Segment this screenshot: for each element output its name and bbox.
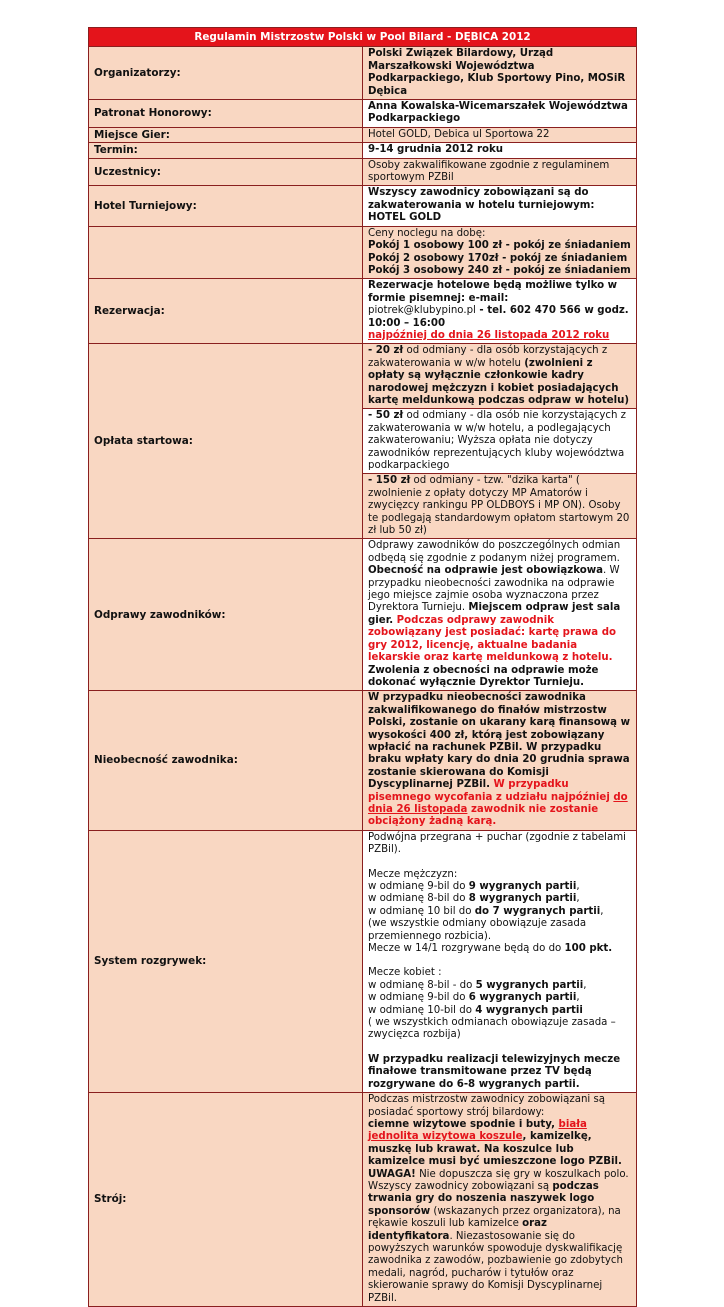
system-men-2: w odmianę 8-bil do 8 wygranych partii, [368, 893, 580, 905]
system-tv: W przypadku realizacji telewizyjnych mecze finałowe transmitowane przez TV będą rozgrywane do 6-8 wygranych partii. [368, 1053, 621, 1090]
label-oplata: Opłata startowa: [89, 344, 363, 539]
label-uczestnicy: Uczestnicy: [89, 158, 363, 186]
row-oplata-a [89, 344, 637, 409]
system-women-heading: Mecze kobiet : [368, 967, 442, 979]
rezerwacja-line-1: Rezerwacje hotelowe będą możliwe tylko w formie pisemnej: e-mail: [368, 280, 618, 304]
rezerwacja-deadline: najpóźniej do dnia 26 listopada 2012 roku [368, 329, 610, 341]
label-system: System rozgrywek: [89, 830, 363, 1092]
row-uczestnicy [89, 158, 637, 186]
system-men-5 [368, 943, 631, 955]
value-rezerwacja [363, 279, 637, 344]
oplata-c-text: od odmiany - tzw. "dzika karta" ( zwolnienie z opłaty dotyczy MP Amatorów i zwycięzcy rankingu PP OLDBOYS i MP ON). Osoby te podlegają standardowym opłatom startowym 20 zł lub 50 zł) [368, 475, 630, 537]
label-hotel: Hotel Turniejowy: [89, 186, 363, 226]
row-miejsce [89, 127, 637, 142]
system-women-4: ( we wszystkich odmianach obowiązuje zasada – zwycięzca rozbija) [368, 1017, 616, 1041]
value-patronat: Anna Kowalska-Wicemarszałek Województwa Podkarpackiego [363, 100, 637, 128]
stroj-t8: (wskazanych przez organizatora), na rękawie koszuli lub kamizelce [368, 1205, 621, 1230]
value-termin: 9-14 grudnia 2012 roku [363, 143, 637, 158]
oplata-c-amount: - 150 zł [368, 475, 411, 487]
stroj-t1: Podczas mistrzostw zawodnicy zobowiązani są posiadać sportowy strój bilardowy: [368, 1094, 606, 1118]
odprawy-t1: Odprawy zawodników do poszczególnych odmian odbędą się zgodnie z podanym niżej programem. [368, 540, 621, 564]
system-intro: Podwójna przegrana + puchar (zgodnie z tabelami PZBil). [368, 831, 627, 856]
system-men-4: (we wszystkie odmiany obowiązuje zasada przemiennego rozbicia). [368, 918, 587, 942]
label-ceny-empty [89, 226, 363, 279]
value-ceny [363, 226, 637, 279]
system-women-1-text: w odmianę 8-bil - do [368, 979, 476, 991]
nieobecnosc-t3: do dnia 26 listopada [368, 791, 628, 815]
system-men-3-value: do 7 wygranych partii [474, 905, 601, 917]
stroj-t4: , kamizelkę, muszkę lub krawat. Na koszulce lub kamizelce musi być umieszczone logo PZBil. [368, 1131, 622, 1168]
system-women-3-value: 4 wygranych partii [475, 1004, 583, 1016]
value-miejsce: Hotel GOLD, Debica ul Sportowa 22 [363, 127, 637, 142]
system-men-1-value: 9 wygranych partii [468, 881, 577, 892]
oplata-a-text: od odmiany - dla osób korzystających z zakwaterowania w w/w hotelu [368, 345, 608, 369]
stroj-t9: oraz identyfikatora [368, 1218, 547, 1242]
value-oplata-a [363, 344, 637, 409]
odprawy-t2: Obecność na odprawie jest obowiązkowa [368, 565, 603, 577]
system-men-heading: Mecze mężczyzn: [368, 868, 458, 880]
system-men-2-text: w odmianę 8-bil do [368, 893, 469, 905]
label-miejsce: Miejsce Gier: [89, 127, 363, 142]
row-patronat [89, 100, 637, 128]
value-organizatorzy: Polski Związek Bilardowy, Urząd Marszałkowski Województwa Podkarpackiego, Klub Sportowy Pino, MOSiR Dębica [363, 47, 637, 100]
stroj-t7: podczas trwania gry do noszenia naszywek logo sponsorów [368, 1180, 599, 1217]
system-men-1: w odmianę 9-bil do 9 wygranych partii, [368, 881, 580, 892]
value-hotel: Wszyscy zawodnicy zobowiązani są do zakwaterowania w hotelu turniejowym: HOTEL GOLD [363, 186, 637, 226]
system-women-2-text: w odmianę 9-bil do [368, 992, 469, 1004]
system-women-2-value: 6 wygranych partii [468, 992, 577, 1004]
label-stroj: Strój: [89, 1093, 363, 1307]
odprawy-t6: Zwolenia z obecności na odprawie może dokonać wyłącznie Dyrektor Turnieju. [368, 664, 599, 688]
row-rezerwacja [89, 279, 637, 344]
value-uczestnicy: Osoby zakwalifikowane zgodnie z regulaminem sportowym PZBil [363, 158, 637, 186]
ceny-intro: Ceny noclegu na dobę: [368, 227, 486, 239]
value-oplata-b [363, 409, 637, 474]
stroj-t5: UWAGA! [368, 1168, 416, 1180]
system-women-3 [368, 1005, 631, 1017]
label-odprawy: Odprawy zawodników: [89, 539, 363, 691]
system-women-2: w odmianę 9-bil do 6 wygranych partii, [368, 992, 580, 1004]
system-men-2-value: 8 wygranych partii [468, 893, 577, 905]
label-patronat: Patronat Honorowy: [89, 100, 363, 128]
oplata-b-text: od odmiany - dla osób nie korzystających z zakwaterowania w w/w hotelu, a podlegających zakwaterowaniu; Wyższa opłata nie dotyczy zawodników reprezentujących kluby województwa podkarpackiego [368, 410, 627, 471]
label-rezerwacja: Rezerwacja: [89, 279, 363, 344]
nieobecnosc-t2: W przypadku pisemnego wycofania z udziału najpóźniej [368, 779, 614, 803]
row-odprawy [89, 539, 637, 691]
row-termin [89, 143, 637, 158]
rezerwacja-tel: - tel. 602 470 566 w godz. 10:00 – 16:00 [368, 305, 629, 329]
title-row [89, 28, 637, 47]
oplata-a-amount: - 20 zł [368, 345, 404, 357]
row-ceny [89, 226, 637, 279]
regulations-table [88, 27, 637, 1307]
system-men-5-value: 100 pkt. [564, 943, 613, 955]
nieobecnosc-t4: zawodnik nie zostanie obciążony żadną karą. [368, 803, 599, 828]
document-title: Regulamin Mistrzostw Polski w Pool Bilard - DĘBICA 2012 [89, 28, 637, 47]
stroj-t3: biała jednolita wizytowa koszule [368, 1118, 587, 1143]
nieobecnosc-t1: W przypadku nieobecności zawodnika zakwalifikowanego do finałów mistrzostw Polski, zostanie on ukarany karą finansową w wysokości 400 zł, którą jest zobowiązany wpłacić na rachunek PZBil. W przypadku braku wpłaty kary do dnia 20 grudnia sprawa zostanie skierowana do Komisji Dyscyplinarnej PZBil. [368, 692, 631, 791]
label-termin: Termin: [89, 143, 363, 158]
system-men-1-text: w odmianę 9-bil do [368, 881, 469, 892]
odprawy-t3: . W przypadku nieobecności zawodnika na odprawie jego miejsce zajmie osoba wyznaczona przez Dyrektora Turnieju. [368, 565, 620, 614]
row-system [89, 830, 637, 1092]
stroj-t10: . Niezastosowanie się do powyższych warunków spowoduje dyskwalifikację zawodnika z zawodów, pozbawienie go zdobytych medali, nagród, pucharów i tytułów oraz skierowanie sprawy do Komisji Dyscyplinarnej PZBil. [368, 1230, 623, 1304]
rezerwacja-email: piotrek@klubypino.pl [368, 305, 476, 317]
row-stroj [89, 1093, 637, 1307]
odprawy-t4: Miejscem odpraw jest sala gier. [368, 602, 621, 626]
row-nieobecnosc [89, 691, 637, 830]
value-odprawy [363, 539, 637, 691]
odprawy-t5: Podczas odprawy zawodnik zobowiązany jest posiadać: kartę prawa do gry 2012, licencję, aktualne badania lekarskie oraz kartę meldunkową z hotelu. [368, 614, 616, 664]
system-men-3: w odmianę 10 bil do do 7 wygranych partii, [368, 905, 604, 917]
stroj-t2: ciemne wizytowe spodnie i buty, [368, 1118, 559, 1130]
system-men-3-text: w odmianę 10 bil do [368, 905, 475, 917]
stroj-t6: Nie dopuszcza się gry w koszulkach polo. Wszyscy zawodnicy zobowiązani są [368, 1168, 629, 1192]
ceny-line-2: Pokój 2 osobowy 170zł - pokój ze śniadaniem [368, 252, 628, 264]
oplata-a-bold: (zwolnieni z opłaty są wyłącznie członkowie kadry narodowej mężczyzn i kobiet posiadających kartę meldunkową podczas odpraw w hotelu) [368, 357, 630, 406]
system-women-1: w odmianę 8-bil - do 5 wygranych partii, [368, 979, 587, 991]
row-hotel [89, 186, 637, 226]
label-organizatorzy: Organizatorzy: [89, 47, 363, 100]
system-men-5-text: Mecze w 14/1 rozgrywane będą do do [368, 943, 565, 955]
ceny-line-3: Pokój 3 osobowy 240 zł - pokój ze śniadaniem [368, 264, 631, 276]
row-organizatorzy [89, 47, 637, 100]
value-nieobecnosc [363, 691, 637, 830]
value-stroj [363, 1093, 637, 1307]
value-system [363, 830, 637, 1092]
label-nieobecnosc: Nieobecność zawodnika: [89, 691, 363, 830]
ceny-line-1: Pokój 1 osobowy 100 zł - pokój ze śniadaniem [368, 240, 631, 252]
oplata-b-amount: - 50 zł [368, 410, 404, 422]
value-oplata-c [363, 474, 637, 539]
system-women-3-text: w odmianę 10-bil do [368, 1004, 476, 1016]
system-women-1-value: 5 wygranych partii [475, 979, 584, 991]
